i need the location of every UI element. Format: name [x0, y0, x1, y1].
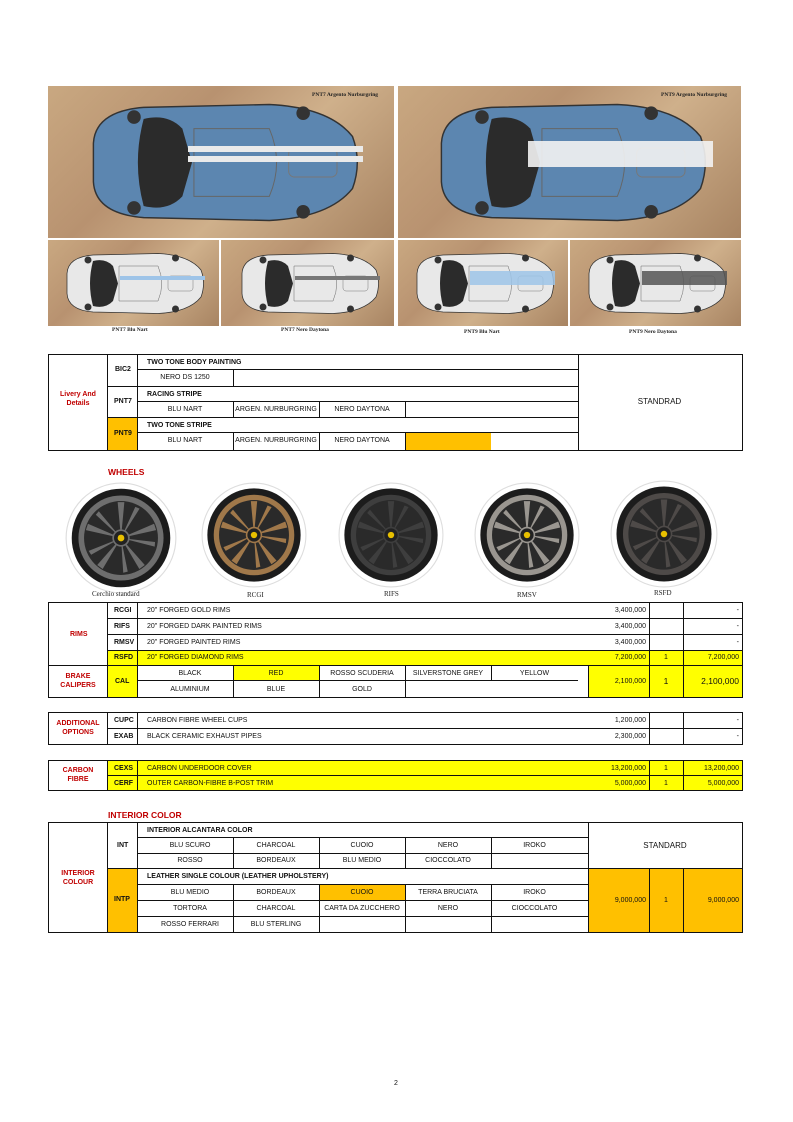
livery-group-label: Livery And Details — [60, 391, 96, 407]
int-blu-scuro[interactable]: BLU SCURO — [169, 842, 211, 849]
rims-row-price: 3,400,000 — [614, 638, 646, 646]
rims-row-code: RSFD — [114, 654, 134, 662]
bic2-title: TWO TONE BODY PAINTING — [147, 359, 242, 366]
pnt9-blu-photo — [398, 240, 568, 326]
rims-row-desc: 20" FORGED DARK PAINTED RIMS — [147, 622, 262, 630]
pnt7-blu-caption: PNT7 Blu Nart — [112, 327, 148, 333]
wheel-rcgi-icon — [201, 482, 307, 588]
calipers-code: CAL — [115, 678, 130, 685]
caliper-aluminium[interactable]: ALUMINIUM — [170, 686, 210, 693]
pnt7-nero-photo — [221, 240, 394, 326]
livery-price-note: STANDRAD — [637, 397, 682, 406]
carbon-row-total: 13,200,000 — [703, 765, 739, 772]
wheel-rcgi-caption: RCGI — [247, 591, 264, 599]
pnt9-option-blu[interactable]: BLU NART — [167, 437, 203, 444]
car-icon — [76, 90, 366, 235]
interior-title: INTERIOR COLOR — [108, 810, 182, 820]
rims-row-qty: 1 — [664, 654, 668, 662]
caliper-silverstone-grey[interactable]: SILVERSTONE GREY — [412, 670, 484, 677]
calipers-qty: 1 — [663, 676, 669, 686]
pnt9-option-argen[interactable]: ARGEN. NURBURGRING — [235, 437, 317, 444]
additional-group-label: ADDITIONAL OPTIONS — [56, 720, 100, 736]
rims-row-code: RMSV — [114, 638, 135, 646]
wheel-rmsv-icon — [474, 482, 580, 588]
rims-row-desc: 20" FORGED PAINTED RIMS — [147, 638, 241, 646]
additional-row-desc: BLACK CERAMIC EXHAUST PIPES — [147, 733, 262, 740]
intp-bordeaux[interactable]: BORDEAUX — [256, 889, 296, 896]
int-nero[interactable]: NERO — [437, 842, 459, 849]
carbon-row-desc: CARBON UNDERDOOR COVER — [147, 765, 252, 772]
wheel-rsfd-icon — [610, 480, 718, 588]
wheel-rifs-caption: RIFS — [384, 590, 399, 598]
carbon-row-code: CERF — [114, 780, 134, 787]
wheel-rsfd-caption: RSFD — [654, 589, 672, 597]
additional-row-total: - — [736, 733, 739, 740]
int-code: INT — [117, 842, 129, 849]
wheel-rifs-icon — [338, 482, 444, 588]
rims-row-total: 7,200,000 — [707, 654, 739, 662]
pnt9-main-photo — [398, 86, 741, 238]
pnt7-blu-photo — [48, 240, 219, 326]
intp-total: 9,000,000 — [707, 897, 739, 904]
bic2-code: BIC2 — [115, 366, 131, 373]
rims-row-total: - — [736, 607, 739, 614]
pnt7-option-argen[interactable]: ARGEN. NURBURGRING — [235, 406, 317, 413]
additional-row-price: 1,200,000 — [614, 717, 646, 724]
caliper-rosso-scuderia[interactable]: ROSSO SCUDERIA — [330, 670, 394, 677]
intp-price: 9,000,000 — [614, 897, 646, 904]
pnt9-title: TWO TONE STRIPE — [147, 422, 212, 429]
calipers-total: 2,100,000 — [701, 676, 739, 686]
pnt7-option-nero[interactable]: NERO DAYTONA — [334, 406, 390, 413]
intp-cioccolato[interactable]: CIOCCOLATO — [511, 905, 558, 912]
intp-title: LEATHER SINGLE COLOUR (LEATHER UPHOLSTERY) — [147, 873, 329, 880]
int-price-note: STANDARD — [643, 841, 687, 850]
calipers-price: 2,100,000 — [614, 678, 646, 685]
wheel-rmsv-caption: RMSV — [517, 591, 537, 599]
pnt9-selection-swatch — [406, 433, 491, 450]
rims-row-code: RIFS — [114, 622, 130, 630]
int-title: INTERIOR ALCANTARA COLOR — [147, 827, 253, 834]
rims-row-price: 7,200,000 — [614, 654, 646, 662]
int-cioccolato[interactable]: CIOCCOLATO — [425, 857, 471, 864]
intp-nero[interactable]: NERO — [437, 905, 459, 912]
rims-group-label: RIMS — [70, 631, 88, 638]
car-icon — [233, 246, 383, 321]
carbon-row-price: 13,200,000 — [610, 765, 646, 772]
carbon-row-desc: OUTER CARBON-FIBRE B-POST TRIM — [147, 780, 274, 787]
wheel-standard-caption: Cerchio standard — [92, 590, 140, 598]
calipers-group-label: BRAKE CALIPERS — [60, 673, 96, 689]
bic2-option[interactable]: NERO DS 1250 — [160, 374, 210, 381]
rims-row-desc: 20" FORGED DIAMOND RIMS — [147, 654, 244, 662]
intp-blu-sterling[interactable]: BLU STERLING — [250, 921, 302, 928]
pnt9-code: PNT9 — [114, 430, 132, 437]
additional-row-price: 2,300,000 — [614, 733, 646, 740]
rims-row-desc: 20" FORGED GOLD RIMS — [147, 607, 231, 614]
pnt7-title: RACING STRIPE — [147, 391, 202, 398]
caliper-yellow[interactable]: YELLOW — [519, 670, 550, 677]
intp-blu-medio[interactable]: BLU MEDIO — [170, 889, 210, 896]
int-blu-medio[interactable]: BLU MEDIO — [342, 857, 382, 864]
caliper-black[interactable]: BLACK — [178, 670, 202, 677]
car-icon — [58, 246, 208, 321]
pnt9-main-caption: PNT9 Argento Nurburgring — [661, 92, 727, 98]
rims-row-price: 3,400,000 — [614, 607, 646, 614]
int-bordeaux[interactable]: BORDEAUX — [256, 857, 296, 864]
int-charcoal[interactable]: CHARCOAL — [256, 842, 296, 849]
int-cuoio[interactable]: CUOIO — [350, 842, 374, 849]
pnt7-main-caption: PNT7 Argento Nurburgring — [312, 92, 378, 98]
caliper-red[interactable]: RED — [268, 670, 284, 677]
pnt7-main-photo — [48, 86, 394, 238]
carbon-row-code: CEXS — [114, 765, 134, 772]
page-number: 2 — [394, 1080, 398, 1087]
additional-row-desc: CARBON FIBRE WHEEL CUPS — [147, 717, 248, 724]
wheel-standard-icon — [65, 482, 177, 594]
rims-row-total: - — [736, 638, 739, 646]
additional-row-code: CUPC — [114, 717, 134, 724]
rims-row-price: 3,400,000 — [614, 622, 646, 630]
pnt9-option-nero[interactable]: NERO DAYTONA — [334, 437, 390, 444]
pnt7-nero-caption: PNT7 Nero Daytona — [281, 327, 329, 333]
intp-charcoal[interactable]: CHARCOAL — [256, 905, 296, 912]
int-rosso[interactable]: ROSSO — [177, 857, 203, 864]
int-iroko[interactable]: IROKO — [523, 842, 546, 849]
intp-qty: 1 — [664, 897, 668, 904]
rims-row-code: RCGI — [114, 607, 132, 614]
pnt9-nero-caption: PNT9 Nero Daytona — [629, 329, 677, 335]
intp-terra-bruciata[interactable]: TERRA BRUCIATA — [418, 889, 478, 896]
intp-code: INTP — [114, 896, 130, 903]
intp-rosso-ferrari[interactable]: ROSSO FERRARI — [161, 921, 219, 928]
carbon-row-qty: 1 — [664, 765, 668, 772]
caliper-gold[interactable]: GOLD — [352, 686, 372, 693]
interior-group-label: INTERIOR COLOUR — [61, 870, 95, 886]
wheels-title: WHEELS — [108, 467, 145, 477]
additional-row-code: EXAB — [114, 733, 134, 740]
caliper-blue[interactable]: BLUE — [266, 686, 286, 693]
pnt9-nero-photo — [570, 240, 741, 326]
intp-tortora[interactable]: TORTORA — [173, 905, 207, 912]
pnt7-option-blu[interactable]: BLU NART — [167, 406, 203, 413]
carbon-row-qty: 1 — [664, 780, 668, 787]
carbon-row-price: 5,000,000 — [614, 780, 646, 787]
intp-carta-da-zucchero[interactable]: CARTA DA ZUCCHERO — [324, 905, 400, 912]
pnt7-code: PNT7 — [114, 398, 132, 405]
carbon-row-total: 5,000,000 — [707, 780, 739, 787]
intp-cuoio[interactable]: CUOIO — [350, 889, 374, 896]
intp-iroko[interactable]: IROKO — [523, 889, 546, 896]
carbon-group-label: CARBON FIBRE — [62, 767, 94, 783]
pnt9-blu-caption: PNT9 Blu Nart — [464, 329, 500, 335]
additional-row-total: - — [736, 717, 739, 724]
rims-row-total: - — [736, 622, 739, 630]
